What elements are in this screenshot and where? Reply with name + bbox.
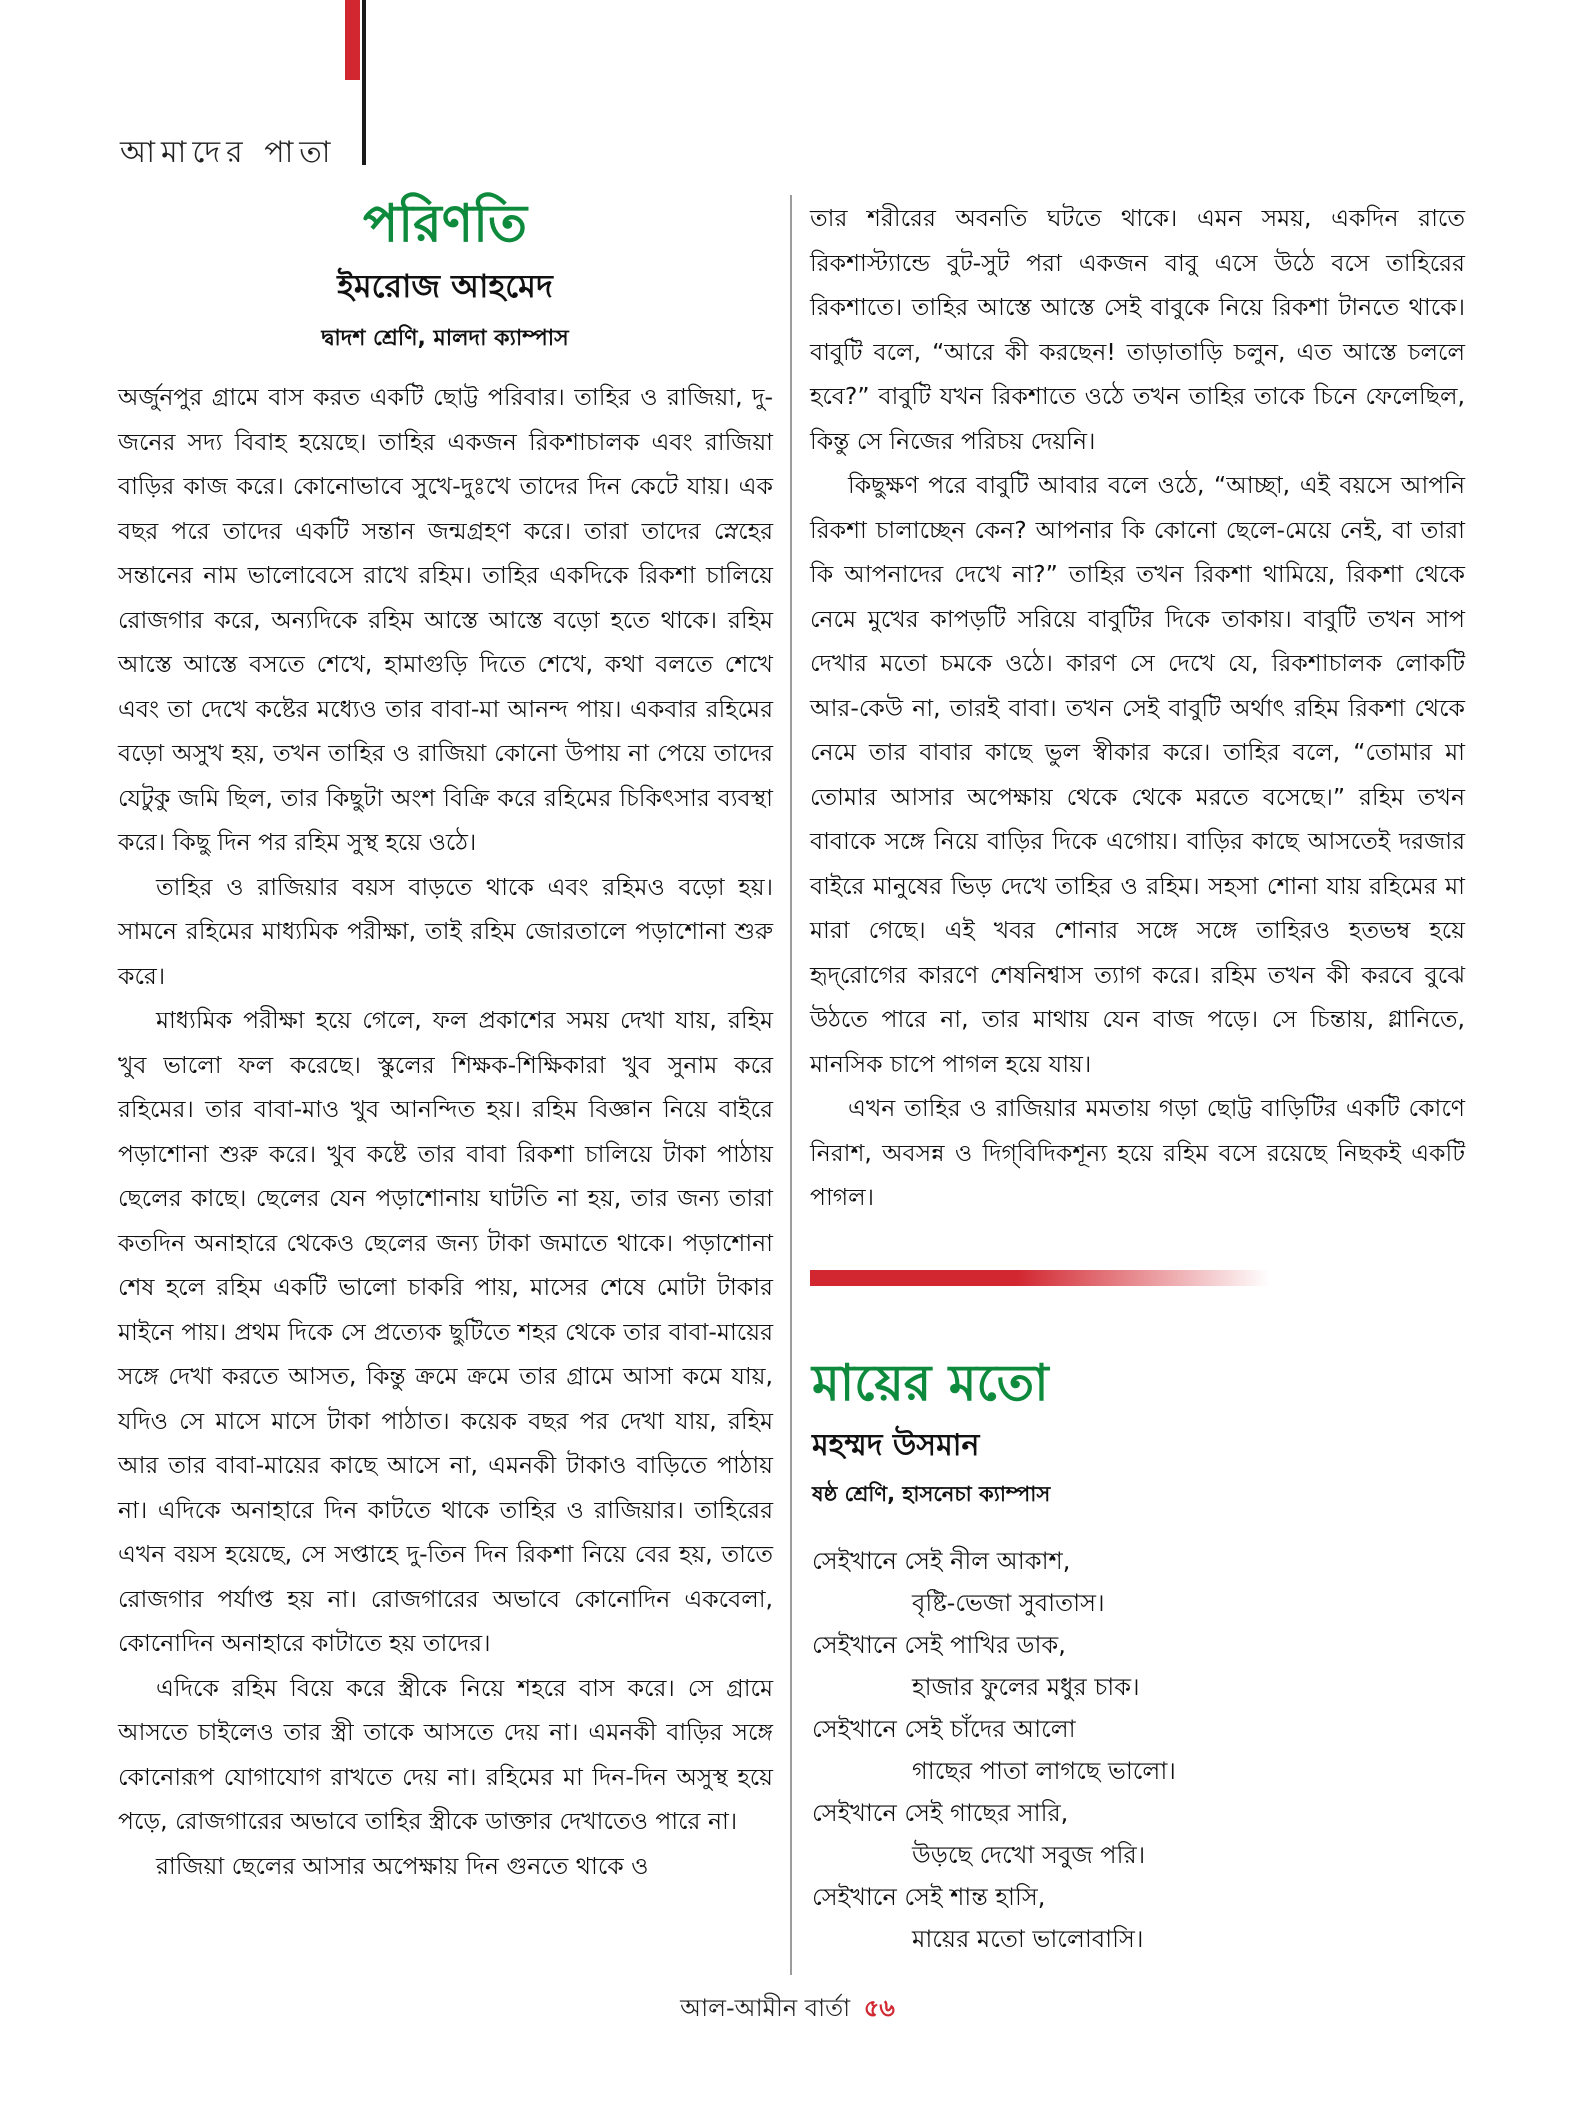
poem-line: সেইখানে সেই গাছের সারি,	[812, 1799, 1069, 1827]
poem-line: উড়ছে দেখো সবুজ পরি।	[912, 1841, 1146, 1869]
poem-line: সেইখানে সেই চাঁদের আলো	[812, 1715, 1076, 1743]
poem-line: বৃষ্টি-ভেজা সুবাতাস।	[912, 1589, 1105, 1617]
article1-class: দ্বাদশ শ্রেণি, মালদা ক্যাম্পাস	[321, 325, 569, 351]
page-footer	[0, 1990, 1575, 2030]
article1-header	[120, 195, 770, 358]
poem-body	[812, 1540, 1452, 1960]
poem-line: হাজার ফুলের মধুর চাক।	[912, 1673, 1140, 1701]
poem-line: মায়ের মতো ভালোবাসি।	[912, 1925, 1144, 1953]
header-black-bar	[362, 0, 366, 165]
article2-title: মায়ের মতো	[812, 1354, 1049, 1412]
section-label: আমাদের পাতা	[120, 135, 337, 170]
paragraph: রাজিয়া ছেলের আসার অপেক্ষায় দিন গুনতে থাকে ও	[156, 1851, 649, 1880]
paragraph: অর্জুনপুর গ্রামে বাস করত একটি ছোট্ট পরিবার। তাহির ও রাজিয়া, দু-জনের সদ্য বিবাহ হয়েছে। তাহির একজন রিকশাচালক এবং রাজিয়া বাড়ির কাজ করে। কোনোভাবে সুখে-দুঃখে তাদের দিন কেটে যায়। এক বছর পরে তাদের একটি সন্তান জন্মগ্রহণ করে। তারা তাদের স্নেহের সন্তানের নাম ভালোবেসে রাখে রহিম। তাহির একদিকে রিকশা চালিয়ে রোজগার করে, অন্যদিকে রহিম আস্তে আস্তে বড়ো হতে থাকে। রহিম আস্তে আস্তে বসতে শেখে, হামাগুড়ি দিতে শেখে, কথা বলতে শেখে এবং তা দেখে কষ্টের মধ্যেও তার বাবা-মা আনন্দ পায়। একবার রহিমের বড়ো অসুখ হয়, তখন তাহির ও রাজিয়া কোনো উপায় না পেয়ে তাদের যেটুকু জমি ছিল, তার কিছুটা অংশ বিক্রি করে রহিমের চিকিৎসার ব্যবস্থা করে। কিছু দিন পর রহিম সুস্থ হয়ে ওঠে।	[118, 383, 773, 856]
article1-title: পরিণতি	[362, 194, 528, 254]
paragraph: তাহির ও রাজিয়ার বয়স বাড়তে থাকে এবং রহিমও বড়ো হয়। সামনে রহিমের মাধ্যমিক পরীক্ষা, তাই রহিম জোরতালে পড়াশোনা শুরু করে।	[118, 872, 773, 990]
article-divider	[810, 1270, 1270, 1286]
paragraph: তার শরীরের অবনতি ঘটতে থাকে। এমন সময়, একদিন রাতে রিকশাস্ট্যান্ডে বুট-সুট পরা একজন বাবু এসে উঠে বসে তাহিরের রিকশাতে। তাহির আস্তে আস্তে সেই বাবুকে নিয়ে রিকশা টানতে থাকে। বাবুটি বলে, “আরে কী করছেন! তাড়াতাড়ি চলুন, এত আস্তে চললে হবে?” বাবুটি যখন রিকশাতে ওঠে তখন তাহির তাকে চিনে ফেলেছিল, কিন্তু সে নিজের পরিচয় দেয়নি।	[810, 204, 1465, 455]
article2-header	[812, 1355, 1452, 1513]
page-number: ৫৬	[863, 1994, 895, 2022]
article2-class: ষষ্ঠ শ্রেণি, হাসনেচা ক্যাম্পাস	[812, 1481, 1051, 1506]
poem-line: সেইখানে সেই শান্ত হাসি,	[812, 1883, 1046, 1911]
poem-line: সেইখানে সেই নীল আকাশ,	[812, 1547, 1071, 1575]
magazine-name: আল-আমীন বার্তা	[680, 1994, 851, 2022]
poem-line: সেইখানে সেই পাখির ডাক,	[812, 1631, 1066, 1659]
article1-body-left	[118, 375, 773, 1888]
article1-author: ইমরোজ আহমেদ	[337, 266, 553, 305]
header-red-bar	[345, 0, 360, 80]
paragraph: মাধ্যমিক পরীক্ষা হয়ে গেলে, ফল প্রকাশের সময় দেখা যায়, রহিম খুব ভালো ফল করেছে। স্কুলের শিক্ষক-শিক্ষিকারা খুব সুনাম করে রহিমের। তার বাবা-মাও খুব আনন্দিত হয়। রহিম বিজ্ঞান নিয়ে বাইরে পড়াশোনা শুরু করে। খুব কষ্টে তার বাবা রিকশা চালিয়ে টাকা পাঠায় ছেলের কাছে। ছেলের যেন পড়াশোনায় ঘাটতি না হয়, তার জন্য তারা কতদিন অনাহারে থেকেও ছেলের জন্য টাকা জমাতে থাকে। পড়াশোনা শেষ হলে রহিম একটি ভালো চাকরি পায়, মাসের শেষে মোটা টাকার মাইনে পায়। প্রথম দিকে সে প্রত্যেক ছুটিতে শহর থেকে তার বাবা-মায়ের সঙ্গে দেখা করতে আসত, কিন্তু ক্রমে ক্রমে তার গ্রামে আসা কমে যায়, যদিও সে মাসে মাসে টাকা পাঠাত। কয়েক বছর পর দেখা যায়, রহিম আর তার বাবা-মায়ের কাছে আসে না, এমনকী টাকাও বাড়িতে পাঠায় না। এদিকে অনাহারে দিন কাটতে থাকে তাহির ও রাজিয়ার। তাহিরের এখন বয়স হয়েছে, সে সপ্তাহে দু-তিন দিন রিকশা নিয়ে বের হয়, তাতে রোজগার পর্যাপ্ত হয় না। রোজগারের অভাবে কোনোদিন একবেলা, কোনোদিন অনাহারে কাটাতে হয় তাদের।	[118, 1006, 773, 1657]
column-divider	[790, 195, 792, 1975]
paragraph: এখন তাহির ও রাজিয়ার মমতায় গড়া ছোট্ট বাড়িটির একটি কোণে নিরাশ, অবসন্ন ও দিগ্‌বিদিকশূন্য হয়ে রহিম বসে রয়েছে নিছকই একটি পাগল।	[810, 1094, 1465, 1211]
paragraph: কিছুক্ষণ পরে বাবুটি আবার বলে ওঠে, “আচ্ছা, এই বয়সে আপনি রিকশা চালাচ্ছেন কেন? আপনার কি কোনো ছেলে-মেয়ে নেই, বা তারা কি আপনাদের দেখে না?” তাহির তখন রিকশা থামিয়ে, রিকশা থেকে নেমে মুখের কাপড়টি সরিয়ে বাবুটির দিকে তাকায়। বাবুটি তখন সাপ দেখার মতো চমকে ওঠে। কারণ সে দেখে যে, রিকশাচালক লোকটি আর-কেউ না, তারই বাবা। তখন সেই বাবুটি অর্থাৎ রহিম রিকশা থেকে নেমে তার বাবার কাছে ভুল স্বীকার করে। তাহির বলে, “তোমার মা তোমার আসার অপেক্ষায় থেকে থেকে মরতে বসেছে।” রহিম তখন বাবাকে সঙ্গে নিয়ে বাড়ির দিকে এগোয়। বাড়ির কাছে আসতেই দরজার বাইরে মানুষের ভিড় দেখে তাহির ও রহিম। সহসা শোনা যায় রহিমের মা মারা গেছে। এই খবর শোনার সঙ্গে সঙ্গে তাহিরও হতভম্ব হয়ে হৃদ্‌রোগের কারণে শেষনিশ্বাস ত্যাগ করে। রহিম তখন কী করবে বুঝে উঠতে পারে না, তার মাথায় যেন বাজ পড়ে। সে চিন্তায়, গ্লানিতে, মানসিক চাপে পাগল হয়ে যায়।	[810, 471, 1465, 1078]
article2-author: মহম্মদ উসমান	[812, 1427, 980, 1463]
paragraph: এদিকে রহিম বিয়ে করে স্ত্রীকে নিয়ে শহরে বাস করে। সে গ্রামে আসতে চাইলেও তার স্ত্রী তাকে আসতে দেয় না। এমনকী বাড়ির সঙ্গে কোনোরূপ যোগাযোগ রাখতে দেয় না। রহিমের মা দিন-দিন অসুস্থ হয়ে পড়ে, রোজগারের অভাবে তাহির স্ত্রীকে ডাক্তার দেখাতেও পারে না।	[118, 1673, 773, 1835]
article1-body-right	[810, 196, 1465, 1220]
poem-line: গাছের পাতা লাগছে ভালো।	[912, 1757, 1176, 1785]
